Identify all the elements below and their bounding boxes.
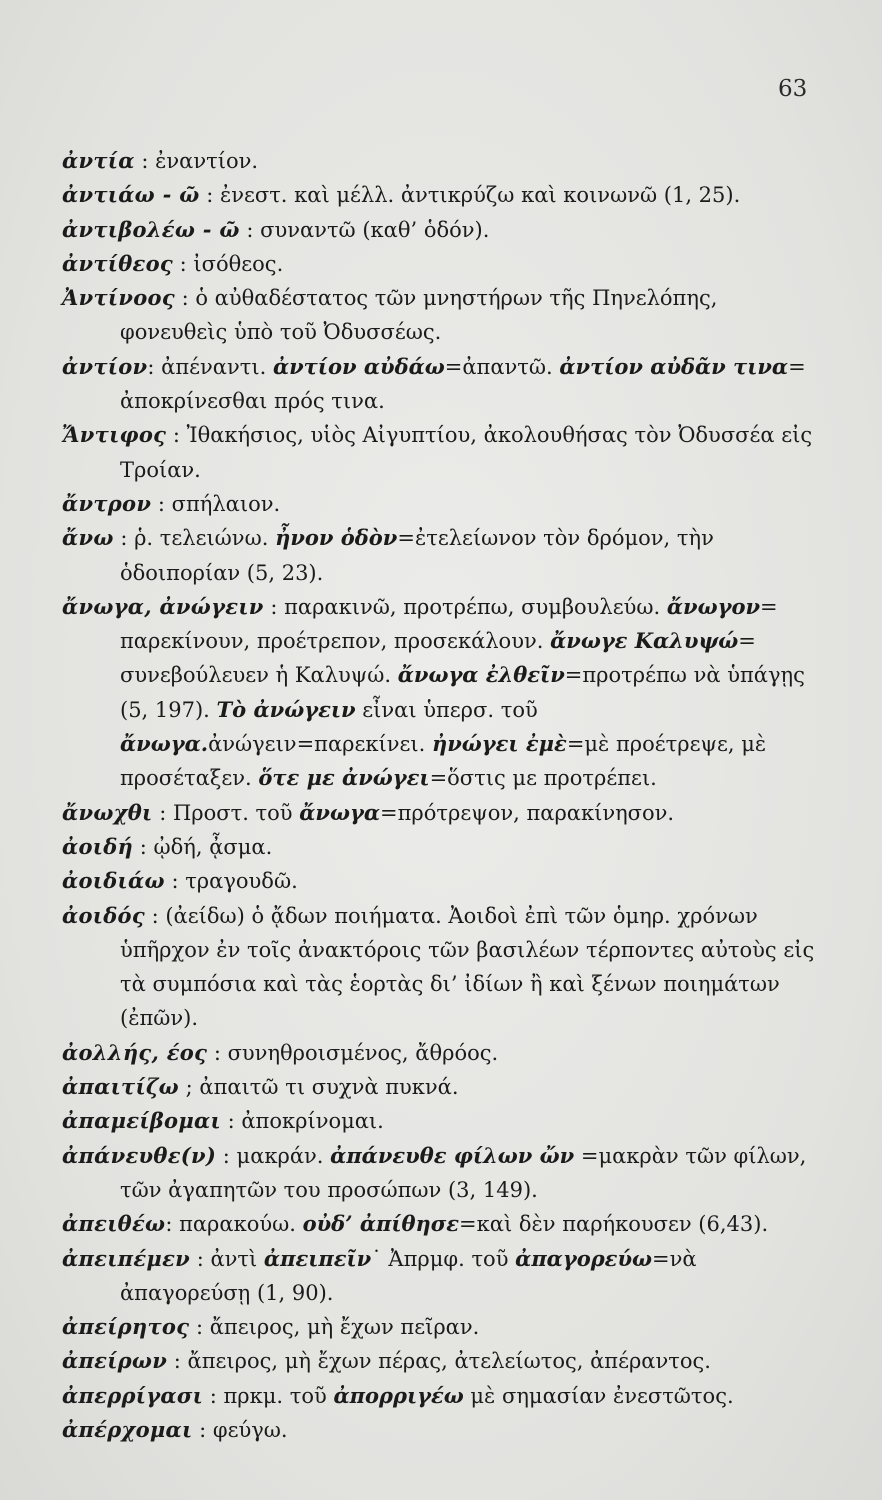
entry-definition: = παρεκίνουν, προέτρεπον, προσεκάλουν. [120, 594, 778, 654]
entry-headword: ἀπειθέω [62, 1211, 166, 1237]
entry-definition: =μακρὰν τῶν φίλων, τῶν ἀγαπητῶν του προσώπων (3, 149). [120, 1143, 807, 1202]
entry-definition: = ἀποκρίνεσθαι πρός τινα. [120, 354, 806, 414]
entry-definition: : (ἀείδω) ὁ ᾄδων ποιήματα. Ἀοιδοὶ ἐπὶ τῶν ὁμηρ. χρόνων ὑπῆρχον ἐν τοῖς ἀνακτόροις τῶν βασιλέων τέρποντες αὐτοὺς εἰς τὰ συμπόσια καὶ τὰς ἑορτὰς δι’ ἰδίων ἢ καὶ ξένων ποιημάτων (ἐπῶν). [120, 903, 815, 1031]
entry-definition: : Ἰθακήσιος, υἱὸς Αἰγυπτίου, ἀκολουθήσας τὸν Ὀδυσσέα εἰς Τροίαν. [120, 423, 813, 482]
entry-headword: Ἀντίνοος [62, 285, 175, 311]
entry-definition: εἶναι ὑπερσ. τοῦ [355, 697, 538, 722]
entry-phrase: οὐδ’ ἀπίθησε [302, 1211, 460, 1237]
entry-definition: : τραγουδῶ. [164, 869, 298, 894]
entry-headword: ἀοιδή [62, 833, 134, 859]
entry-definition: : ἐναντίον. [134, 149, 259, 173]
entry-headword: ἀπερρίγασι [62, 1382, 204, 1408]
glossary-entry [62, 864, 820, 898]
entry-definition: : σπήλαιον. [151, 491, 281, 516]
entry-definition: =προτρέπω νὰ ὑπάγῃς (5, 197). [120, 663, 805, 722]
entry-phrase: ἀπειπεῖν [263, 1245, 372, 1271]
glossary-entry [62, 899, 820, 1036]
entry-definition: : συναντῶ (καθ’ ὁδόν). [239, 217, 490, 242]
entry-headword: ἀντιβολέω - ῶ [62, 216, 240, 242]
entry-phrase: ἀντίον αὐδάω [272, 353, 445, 379]
entry-definition: = συνεβούλευεν ἡ Καλυψώ. [120, 629, 756, 688]
glossary-entry [62, 247, 820, 281]
glossary-entry [62, 1104, 820, 1138]
entry-definition: : ἰσόθεος. [173, 251, 284, 276]
entry-headword: ἀπαιτίζω [62, 1074, 179, 1100]
entry-definition: : πρκμ. τοῦ [203, 1383, 334, 1408]
entry-definition: : ἀποκρίνομαι. [220, 1109, 384, 1134]
entry-definition: =μὲ προέτρεψε, μὲ προσέταξεν. [120, 732, 767, 791]
entry-definition: ; ἀπαιτῶ τι συχνὰ πυκνά. [178, 1075, 459, 1100]
entry-definition: ˙ Ἀπρμφ. τοῦ [371, 1246, 516, 1271]
glossary-entry [62, 178, 820, 212]
entry-headword: ἄνω [62, 525, 114, 551]
entry-phrase: ἄνωγα [299, 799, 380, 825]
entry-definition: =νὰ ἀπαγορεύσῃ (1, 90). [120, 1246, 697, 1305]
glossary-entry [62, 1070, 820, 1104]
entry-definition: =ὅστις με προτρέπει. [429, 766, 657, 791]
glossary-entry [62, 418, 820, 487]
glossary-entry [62, 487, 820, 521]
entry-headword: ἄνωγα, ἀνώγειν [62, 593, 264, 619]
glossary-entry [62, 213, 820, 247]
entry-definition: =καὶ δὲν παρήκουσεν (6,43). [459, 1212, 769, 1237]
entry-phrase: Τὸ ἀνώγειν [216, 696, 356, 722]
entry-headword: Ἄντιφος [62, 422, 167, 448]
entry-definition: : μακράν. [216, 1143, 331, 1168]
entry-headword: ἀπάνευθε(ν) [62, 1142, 217, 1168]
entry-headword: ἀντιάω - ῶ [62, 182, 200, 208]
entry-phrase: ὅτε με ἀνώγει [258, 765, 430, 791]
entry-headword: ἀοιδός [62, 902, 145, 928]
entry-definition: : ἄπειρος, μὴ ἔχων πέρας, ἀτελείωτος, ἀπέραντος. [167, 1349, 711, 1374]
entry-phrase: ἀπάνευθε φίλων ὤν [330, 1142, 575, 1168]
entry-definition: : ῥ. τελειώνω. [113, 526, 276, 551]
glossary-entry [62, 144, 820, 178]
entry-definition: =πρότρεψον, παρακίνησον. [380, 800, 675, 825]
entry-phrase: ἄνωγε Καλυψώ [550, 628, 739, 654]
entry-headword: ἀντίον [62, 353, 148, 379]
glossary-entry [62, 281, 820, 350]
entry-definition: : φεύγω. [192, 1417, 288, 1442]
entry-headword: ἀπαμείβομαι [62, 1108, 221, 1134]
entry-headword: ἀντία [62, 148, 135, 173]
entry-phrase: ἠνώγει ἐμὲ [431, 731, 567, 757]
entry-definition: : Προστ. τοῦ [152, 800, 300, 825]
entry-definition: =ἀπαντῶ. [444, 354, 560, 379]
entry-headword: ἀντίθεος [62, 250, 173, 276]
glossary-entry [62, 350, 820, 419]
entry-headword: ἀολλής, έος [62, 1039, 208, 1065]
entry-definition: : παρακινῶ, προτρέπω, συμβουλεύω. [263, 594, 667, 619]
glossary-entry [62, 796, 820, 830]
entry-definition: ἀνώγειν=παρεκίνει. [208, 732, 432, 757]
entry-definition: : παρακούω. [165, 1212, 303, 1237]
entry-headword: ἀοιδιάω [62, 868, 165, 894]
entry-definition: : ὁ αὐθαδέστατος τῶν μνηστήρων τῆς Πηνελόπης, φονευθεὶς ὑπὸ τοῦ Ὀδυσσέως. [120, 286, 718, 345]
entry-definition: : ἀπέναντι. [147, 354, 273, 379]
page-number: 63 [778, 76, 808, 102]
entry-headword: ἀπειπέμεν [62, 1245, 191, 1271]
entry-phrase: ἀντίον αὐδᾶν τινα [559, 353, 789, 379]
glossary-entry [62, 830, 820, 864]
glossary-entry [62, 1207, 820, 1241]
glossary-entry [62, 590, 820, 796]
glossary-entry [62, 1036, 820, 1070]
entry-headword: ἀπείρητος [62, 1314, 190, 1340]
glossary-entry [62, 1139, 820, 1208]
entry-phrase: ἀπορριγέω [333, 1382, 464, 1408]
entry-phrase: ἄνωγα ἐλθεῖν [397, 662, 565, 688]
glossary-entries [62, 144, 820, 1447]
entry-definition: =ἐτελείωνον τὸν δρόμον, τὴν ὁδοιπορίαν (5, 23). [120, 526, 714, 585]
entry-definition: : ᾠδή, ᾆσμα. [133, 834, 273, 859]
entry-phrase: ἄνωγα. [120, 731, 209, 757]
glossary-entry [62, 521, 820, 590]
entry-headword: ἀπέρχομαι [62, 1416, 193, 1442]
entry-headword: ἀπείρων [62, 1348, 168, 1374]
entry-phrase: ἄνωγον [666, 593, 761, 619]
glossary-entry [62, 1310, 820, 1344]
entry-definition: : ἄπειρος, μὴ ἔχων πεῖραν. [189, 1315, 480, 1340]
entry-definition: : ἀντὶ [190, 1246, 264, 1271]
entry-phrase: ἀπαγορεύω [515, 1245, 653, 1271]
glossary-entry [62, 1344, 820, 1378]
entry-definition: μὲ σημασίαν ἐνεστῶτος. [463, 1383, 734, 1408]
glossary-entry [62, 1413, 820, 1447]
entry-phrase: ἦνον ὁδὸν [275, 525, 398, 551]
entry-definition: : συνηθροισμένος, ἄθρόος. [207, 1040, 499, 1065]
entry-headword: ἄντρον [62, 490, 152, 516]
glossary-entry [62, 1379, 820, 1413]
entry-definition: : ἐνεστ. καὶ μέλλ. ἀντικρύζω καὶ κοινωνῶ (1, 25). [199, 183, 741, 208]
glossary-entry [62, 1242, 820, 1311]
entry-headword: ἄνωχθι [62, 799, 153, 825]
